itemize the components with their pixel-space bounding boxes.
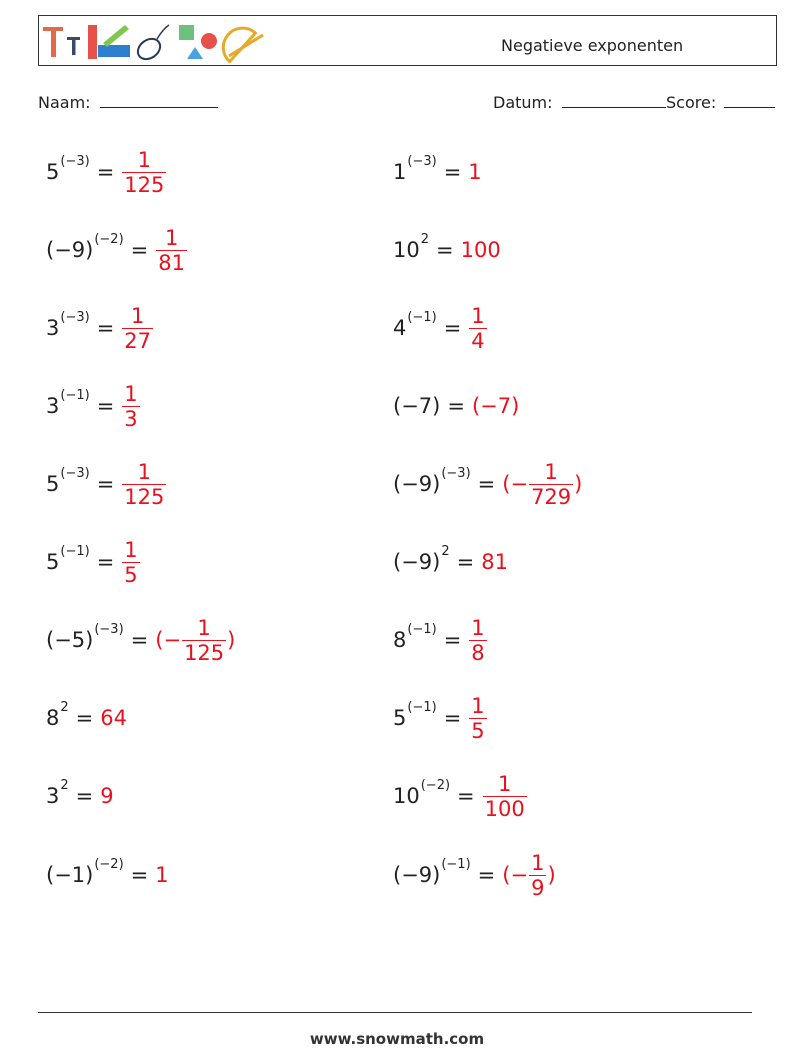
answer-value: 1 — [468, 160, 482, 184]
problem-exponent: (−3) — [60, 153, 90, 169]
answer-fraction — [122, 304, 153, 353]
math-tools-logo-icon — [41, 19, 271, 63]
problem-base: 1 — [393, 160, 407, 184]
equals-sign: = — [443, 628, 462, 652]
fraction-denominator: 5 — [124, 562, 138, 587]
equals-sign: = — [96, 160, 115, 184]
problem-base: (−9) — [46, 238, 94, 262]
problem-exponent: (−3) — [407, 153, 437, 169]
date-blank — [562, 93, 666, 108]
answer-prefix: (− — [502, 863, 529, 887]
fraction-denominator: 9 — [531, 875, 545, 900]
problem-exponent: 2 — [441, 543, 450, 559]
fraction-numerator: 1 — [130, 303, 145, 328]
equals-sign: = — [443, 160, 462, 184]
equals-sign: = — [477, 472, 496, 496]
name-field — [38, 93, 218, 112]
score-blank — [724, 93, 775, 108]
equals-sign: = — [75, 784, 94, 808]
problem-item — [46, 766, 114, 826]
problem-base: 10 — [393, 238, 420, 262]
worksheet-header — [38, 15, 777, 66]
answer-fraction — [469, 304, 486, 353]
problem-exponent: (−2) — [94, 856, 124, 872]
equals-sign: = — [96, 550, 115, 574]
problem-exponent: (−1) — [407, 621, 437, 637]
problem-exponent: (−3) — [441, 465, 471, 481]
problem-exponent: (−1) — [407, 699, 437, 715]
score-field — [666, 93, 775, 112]
equals-sign: = — [130, 863, 149, 887]
equals-sign: = — [436, 238, 454, 262]
fraction-denominator: 3 — [124, 406, 138, 431]
problem-base: (−9) — [393, 472, 441, 496]
answer-value: 9 — [100, 784, 114, 808]
name-label: Naam: — [38, 93, 91, 112]
equals-sign: = — [75, 706, 94, 730]
answer-fraction — [122, 460, 166, 509]
fraction-numerator: 1 — [544, 459, 558, 484]
answer-value: 64 — [100, 706, 127, 730]
fraction-denominator: 125 — [124, 484, 165, 509]
problem-item — [393, 532, 508, 592]
equals-sign: = — [96, 394, 115, 418]
problem-base: 8 — [46, 706, 60, 730]
fraction-numerator: 1 — [531, 850, 545, 875]
fraction-numerator: 1 — [137, 459, 152, 484]
fraction-denominator: 5 — [471, 718, 485, 743]
problem-exponent: (−1) — [441, 856, 471, 872]
fraction-denominator: 4 — [471, 328, 485, 353]
answer-value: 81 — [481, 550, 508, 574]
problem-item — [393, 454, 582, 514]
footer-url: www.snowmath.com — [309, 1030, 485, 1048]
problem-base: 3 — [46, 394, 60, 418]
equals-sign: = — [447, 394, 465, 418]
fraction-numerator: 1 — [471, 693, 485, 718]
problem-exponent: (−3) — [60, 465, 90, 481]
answer-fraction — [483, 772, 527, 821]
problem-item — [393, 220, 501, 280]
problem-base: 5 — [393, 706, 407, 730]
fraction-numerator: 1 — [197, 615, 211, 640]
problem-item — [46, 532, 141, 592]
problem-item — [393, 688, 488, 748]
fraction-numerator: 1 — [124, 381, 138, 406]
answer-value: 1 — [155, 863, 169, 887]
name-blank — [100, 93, 218, 108]
answer-suffix: ) — [574, 472, 583, 496]
answer-value: (−7) — [471, 394, 520, 418]
problem-exponent: (−2) — [94, 231, 124, 247]
equals-sign: = — [96, 472, 115, 496]
equals-sign: = — [130, 238, 149, 262]
fraction-denominator: 100 — [484, 796, 525, 821]
problem-item — [46, 688, 127, 748]
answer-fraction — [469, 616, 486, 665]
problem-base: 8 — [393, 628, 407, 652]
problem-base: 3 — [46, 784, 60, 808]
problem-base: 5 — [46, 160, 60, 184]
answer-prefix: (− — [502, 472, 529, 496]
answer-fraction — [182, 616, 226, 665]
answer-fraction — [469, 694, 486, 743]
fraction-numerator: 1 — [137, 147, 152, 172]
answer-fraction — [529, 460, 573, 509]
answer-prefix: (− — [155, 628, 182, 652]
problem-exponent: (−2) — [420, 777, 451, 793]
equals-sign: = — [96, 316, 115, 340]
problem-item — [393, 610, 488, 670]
problem-item — [46, 220, 188, 280]
fraction-denominator: 81 — [158, 250, 185, 275]
fraction-numerator: 1 — [471, 303, 485, 328]
fraction-denominator: 27 — [124, 328, 152, 353]
problem-base: (−1) — [46, 863, 94, 887]
equals-sign: = — [477, 863, 496, 887]
problem-item — [46, 298, 154, 358]
answer-suffix: ) — [227, 628, 236, 652]
answer-fraction — [122, 382, 139, 431]
problem-base: 4 — [393, 316, 407, 340]
problem-exponent: (−1) — [60, 543, 90, 559]
problem-item — [393, 142, 482, 202]
problem-exponent: (−3) — [94, 621, 124, 637]
problem-item — [46, 454, 167, 514]
fraction-denominator: 125 — [124, 172, 165, 197]
problem-item — [393, 376, 519, 436]
problem-item — [393, 298, 488, 358]
problem-base: 10 — [393, 784, 420, 808]
answer-fraction — [122, 538, 139, 587]
fraction-numerator: 1 — [471, 615, 485, 640]
score-label: Score: — [666, 93, 717, 112]
fraction-denominator: 729 — [531, 484, 572, 509]
problem-exponent: (−1) — [60, 387, 90, 403]
fraction-denominator: 8 — [471, 640, 485, 665]
problem-base: (−5) — [46, 628, 94, 652]
problem-base: 3 — [46, 316, 60, 340]
fraction-denominator: 125 — [184, 640, 225, 665]
problem-exponent: 2 — [60, 777, 69, 793]
equals-sign: = — [443, 316, 462, 340]
problem-item — [393, 766, 528, 826]
problem-exponent: 2 — [420, 231, 430, 247]
fraction-numerator: 1 — [498, 771, 512, 796]
problem-base: 5 — [46, 550, 60, 574]
worksheet-title: Negatieve exponenten — [501, 36, 684, 55]
answer-fraction — [156, 226, 187, 275]
date-label: Datum: — [493, 93, 553, 112]
problem-item — [393, 845, 556, 905]
fraction-numerator: 1 — [124, 537, 138, 562]
answer-fraction — [122, 148, 166, 197]
equals-sign: = — [456, 550, 475, 574]
problem-base: (−9) — [393, 863, 441, 887]
answer-suffix: ) — [547, 863, 556, 887]
problem-item — [46, 142, 167, 202]
date-field — [493, 93, 666, 112]
problem-item — [46, 376, 141, 436]
footer-divider — [38, 1012, 752, 1013]
problem-item — [46, 610, 235, 670]
fraction-numerator: 1 — [164, 225, 179, 250]
equals-sign: = — [457, 784, 475, 808]
problem-exponent: (−1) — [407, 309, 437, 325]
problem-base: (−9) — [393, 550, 441, 574]
problem-item — [46, 845, 169, 905]
problem-base: 5 — [46, 472, 60, 496]
problem-base: (−7) — [393, 394, 441, 418]
problem-exponent: 2 — [60, 699, 69, 715]
answer-value: 100 — [460, 238, 501, 262]
problem-exponent: (−3) — [60, 309, 90, 325]
equals-sign: = — [130, 628, 149, 652]
equals-sign: = — [443, 706, 462, 730]
answer-fraction — [529, 851, 546, 900]
